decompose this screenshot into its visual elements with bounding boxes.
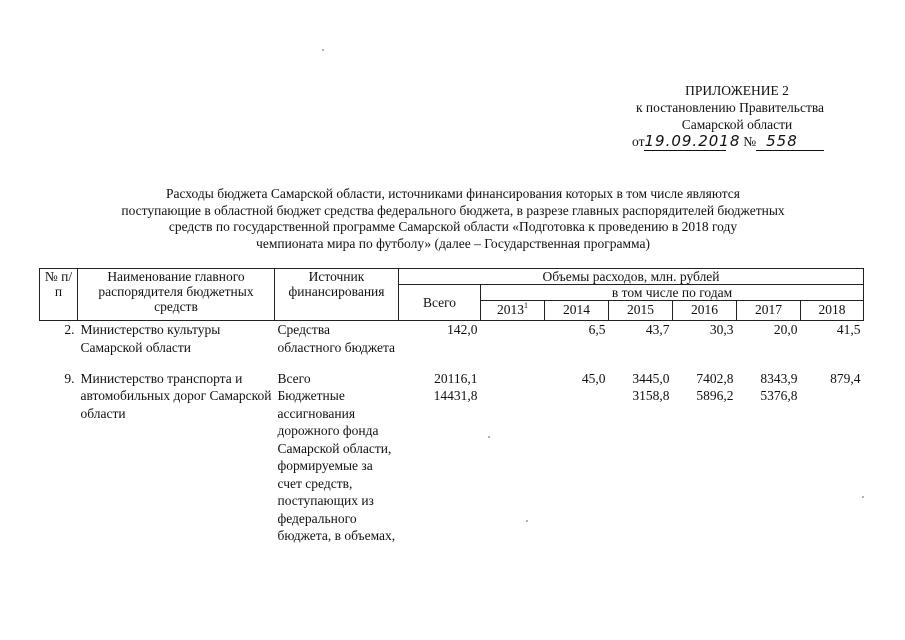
number-prefix: № (743, 134, 757, 149)
cell-2013 (481, 387, 545, 545)
cell-2013 (481, 370, 545, 388)
header-year: 2016 (673, 301, 737, 321)
cell-2018: 41,5 (836, 322, 861, 337)
row-number: 2. (64, 322, 75, 337)
title-line: средств по государственной программе Самарской области «Подготовка к проведению в 2018 году (168, 219, 738, 234)
cell-2014: 45,0 (581, 370, 606, 386)
handwritten-date: 19.09.2018 (644, 132, 741, 150)
scan-speck (322, 49, 324, 51)
header-year: 2017 (737, 301, 801, 321)
scan-speck (862, 496, 864, 498)
appendix-title: ПРИЛОЖЕНИЕ 2 (685, 83, 789, 98)
table-row (40, 321, 864, 370)
row-source: Бюджетные ассигнования дорожного фонда Самарской области, формируемые за счет средств, поступающих из федерального бюджета, в объемах, (277, 388, 396, 543)
appendix-region: Самарской области (681, 117, 793, 132)
header-year: 2015 (609, 301, 673, 321)
title-line: поступающие в областной бюджет средства федерального бюджета, в разрезе главных распорядителей бюджетных (121, 202, 785, 218)
header-year-2013: 2013$^1$ (481, 301, 545, 321)
cell-total: 142,0 (447, 322, 478, 337)
appendix-resolution: к постановлению Правительства (635, 100, 825, 115)
row-number: 9. (64, 370, 75, 386)
cell-2018 (801, 387, 864, 545)
cell-2017: 8343,9 (760, 370, 798, 386)
table-row (40, 370, 864, 388)
row-source: Всего (277, 370, 311, 386)
cell-2016: 30,3 (709, 322, 734, 337)
header-by-years: в том числе по годам (481, 285, 864, 301)
cell-2014 (545, 387, 609, 545)
row-manager: Министерство транспорта и автомобильных дорог Самарской области (80, 370, 272, 421)
header-year: 2018 (801, 301, 864, 321)
cell-2016: 5896,2 (696, 388, 734, 403)
scan-speck (526, 520, 528, 522)
cell-2018: 879,4 (830, 370, 861, 386)
title-line: Расходы бюджета Самарской области, источниками финансирования которых в том числе являются (165, 186, 740, 201)
row-source: Средства областного бюджета (277, 322, 396, 355)
expenditure-table (39, 268, 864, 545)
appendix-header (560, 82, 900, 153)
title-line: чемпионата мира по футболу» (далее – Государственная программа) (256, 235, 650, 251)
cell-2014: 6,5 (588, 322, 606, 337)
header-year: 2014 (545, 301, 609, 321)
cell-2015: 3158,8 (632, 388, 670, 403)
cell-total: 14431,8 (433, 388, 478, 403)
header-total: Всего (399, 285, 481, 321)
document-title (58, 186, 848, 252)
header-volumes: Объемы расходов, млн. рублей (399, 269, 864, 285)
row-manager: Министерство культуры Самарской области (80, 322, 221, 355)
header-manager: Наименование главного распорядителя бюджетных средств (78, 269, 275, 321)
header-source: Источник финансирования (275, 269, 399, 321)
appendix-date-line (560, 133, 900, 153)
cell-2016: 7402,8 (696, 370, 734, 386)
cell-2015: 43,7 (645, 322, 670, 337)
handwritten-number: 558 (766, 132, 798, 150)
scan-speck (488, 436, 490, 438)
footnote-mark: 1 (524, 301, 528, 310)
cell-2013 (481, 321, 545, 370)
cell-total: 20116,1 (434, 370, 478, 386)
header-number: № п/п (40, 269, 78, 321)
cell-2017: 20,0 (773, 322, 798, 337)
cell-2017: 5376,8 (760, 388, 798, 403)
cell-2015: 3445,0 (632, 370, 670, 386)
date-prefix: от (632, 134, 645, 149)
